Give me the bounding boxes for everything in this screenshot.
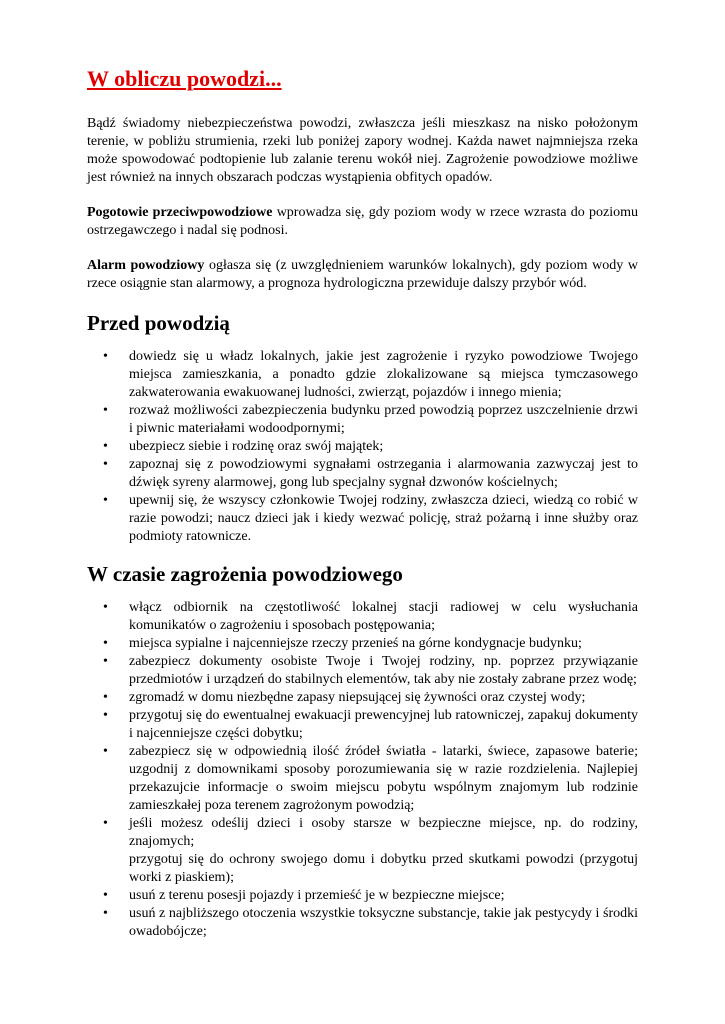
bullet-icon: • (103, 690, 108, 705)
list-item-text: zapoznaj się z powodziowymi sygnałami ostrzegania i alarmowania zazwyczaj jest to dźwięk syreny alarmowej, gong lub specjalny sygnał dzwonów kościelnych; (129, 457, 638, 490)
alarm-text: ogłasza się (z uwzględnieniem warunków lokalnych), gdy poziom wody w rzece osiągnie stan alarmowy, a prognoza hydrologiczna przewiduje dalszy przybór wód. (87, 258, 638, 291)
bullet-icon: • (103, 816, 108, 831)
during-flood-list (87, 599, 638, 941)
alarm-term: Alarm powodziowy (87, 258, 205, 273)
list-item-text: ubezpiecz siebie i rodzinę oraz swój majątek; (129, 439, 384, 454)
bullet-icon: • (103, 349, 108, 364)
list-item-text: dowiedz się u władz lokalnych, jakie jest zagrożenie i ryzyko powodziowe Twojego miejsca zamieszkania, a ponadto gdzie zlokalizowane są miejsca tymczasowego zakwaterowania ewakuowanej ludności, zwierząt, pojazdów i innego mienia; (129, 349, 638, 400)
list-item-continuation: przygotuj się do ochrony swojego domu i dobytku przed skutkami powodzi (przygotuj worki z piaskiem); (129, 852, 638, 885)
bullet-icon: • (103, 439, 108, 454)
bullet-icon: • (103, 744, 108, 759)
intro-paragraph: Bądź świadomy niebezpieczeństwa powodzi, zwłaszcza jeśli mieszkasz na nisko położonym terenie, w pobliżu strumienia, rzeki lub poniżej zapory wodnej. Każda nawet najmniejsza rzeka może spowodować podtopienie lub zalanie terenu wokół niej. Zagrożenie powodziowe możliwe jest również na innych obszarach podczas wystąpienia obfitych opadów. (87, 116, 638, 185)
list-item-text: przygotuj się do ewentualnej ewakuacji prewencyjnej lub ratowniczej, zapakuj dokumenty i najcenniejsze części dobytku; (129, 708, 638, 741)
bullet-icon: • (103, 636, 108, 651)
bullet-icon: • (103, 654, 108, 669)
bullet-icon: • (103, 888, 108, 903)
list-item-text: zgromadź w domu niezbędne zapasy niepsującej się żywności oraz czystej wody; (129, 690, 586, 705)
bullet-icon: • (103, 600, 108, 615)
list-item (87, 635, 638, 653)
list-item (87, 887, 638, 905)
list-item-text: zabezpiecz się w odpowiednią ilość źródeł światła - latarki, świece, zapasowe baterie; uzgodnij z domownikami sposoby porozumiewania się w razie rozdzielenia. Najlepiej przekazujcie informacje o swoim miejscu pobytu wspólnym znajomym lub rodzinie zamieszkałej poza terenem zagrożonym powodzią; (129, 744, 638, 813)
bullet-icon: • (103, 457, 108, 472)
list-item (87, 905, 638, 941)
alarm-paragraph (87, 257, 638, 293)
list-item-text: usuń z najbliższego otoczenia wszystkie toksyczne substancje, takie jak pestycydy i środki owadobójcze; (129, 906, 638, 939)
list-item-text: usuń z terenu posesji pojazdy i przemieść je w bezpieczne miejsce; (129, 888, 505, 903)
bullet-icon: • (103, 493, 108, 508)
list-item (87, 689, 638, 707)
readiness-text: wprowadza się, gdy poziom wody w rzece wzrasta do poziomu ostrzegawczego i nadal się podnosi. (87, 205, 638, 238)
list-item (87, 653, 638, 689)
list-item-text: włącz odbiornik na częstotliwość lokalnej stacji radiowej w celu wysłuchania komunikatów o zagrożeniu i sposobach postępowania; (129, 600, 638, 633)
list-item (87, 707, 638, 743)
bullet-icon: • (103, 906, 108, 921)
list-item (87, 456, 638, 492)
section-heading-before: Przed powodzią (87, 311, 230, 335)
section-heading-during: W czasie zagrożenia powodziowego (87, 562, 403, 586)
list-item-text: rozważ możliwości zabezpieczenia budynku przed powodzią poprzez uszczelnienie drzwi i piwnic materiałami wodoodpornymi; (129, 403, 638, 436)
list-item (87, 402, 638, 438)
before-flood-list (87, 348, 638, 546)
readiness-term: Pogotowie przeciwpowodziowe (87, 205, 273, 220)
list-item-text: upewnij się, że wszyscy członkowie Twojej rodziny, zwłaszcza dzieci, wiedzą co robić w razie powodzi; naucz dzieci jak i kiedy wezwać policję, straż pożarną i inne służby oraz podmioty ratownicze. (129, 493, 638, 544)
list-item-text: jeśli możesz odeślij dzieci i osoby starsze w bezpieczne miejsce, np. do rodziny, znajomych; (129, 816, 638, 849)
page-title: W obliczu powodzi... (87, 66, 282, 91)
list-item (87, 492, 638, 546)
bullet-icon: • (103, 708, 108, 723)
list-item-text: miejsca sypialne i najcenniejsze rzeczy przenieś na górne kondygnacje budynku; (129, 636, 582, 651)
bullet-icon: • (103, 403, 108, 418)
list-item-text: zabezpiecz dokumenty osobiste Twoje i Twojej rodziny, np. poprzez przywiązanie przedmiotów i urządzeń do stabilnych elementów, tak aby nie zostały zabrane przez wodę; (129, 654, 638, 687)
list-item (87, 599, 638, 635)
list-item (87, 438, 638, 456)
readiness-paragraph (87, 204, 638, 240)
list-item (87, 743, 638, 815)
list-item (87, 815, 638, 887)
list-item (87, 348, 638, 402)
